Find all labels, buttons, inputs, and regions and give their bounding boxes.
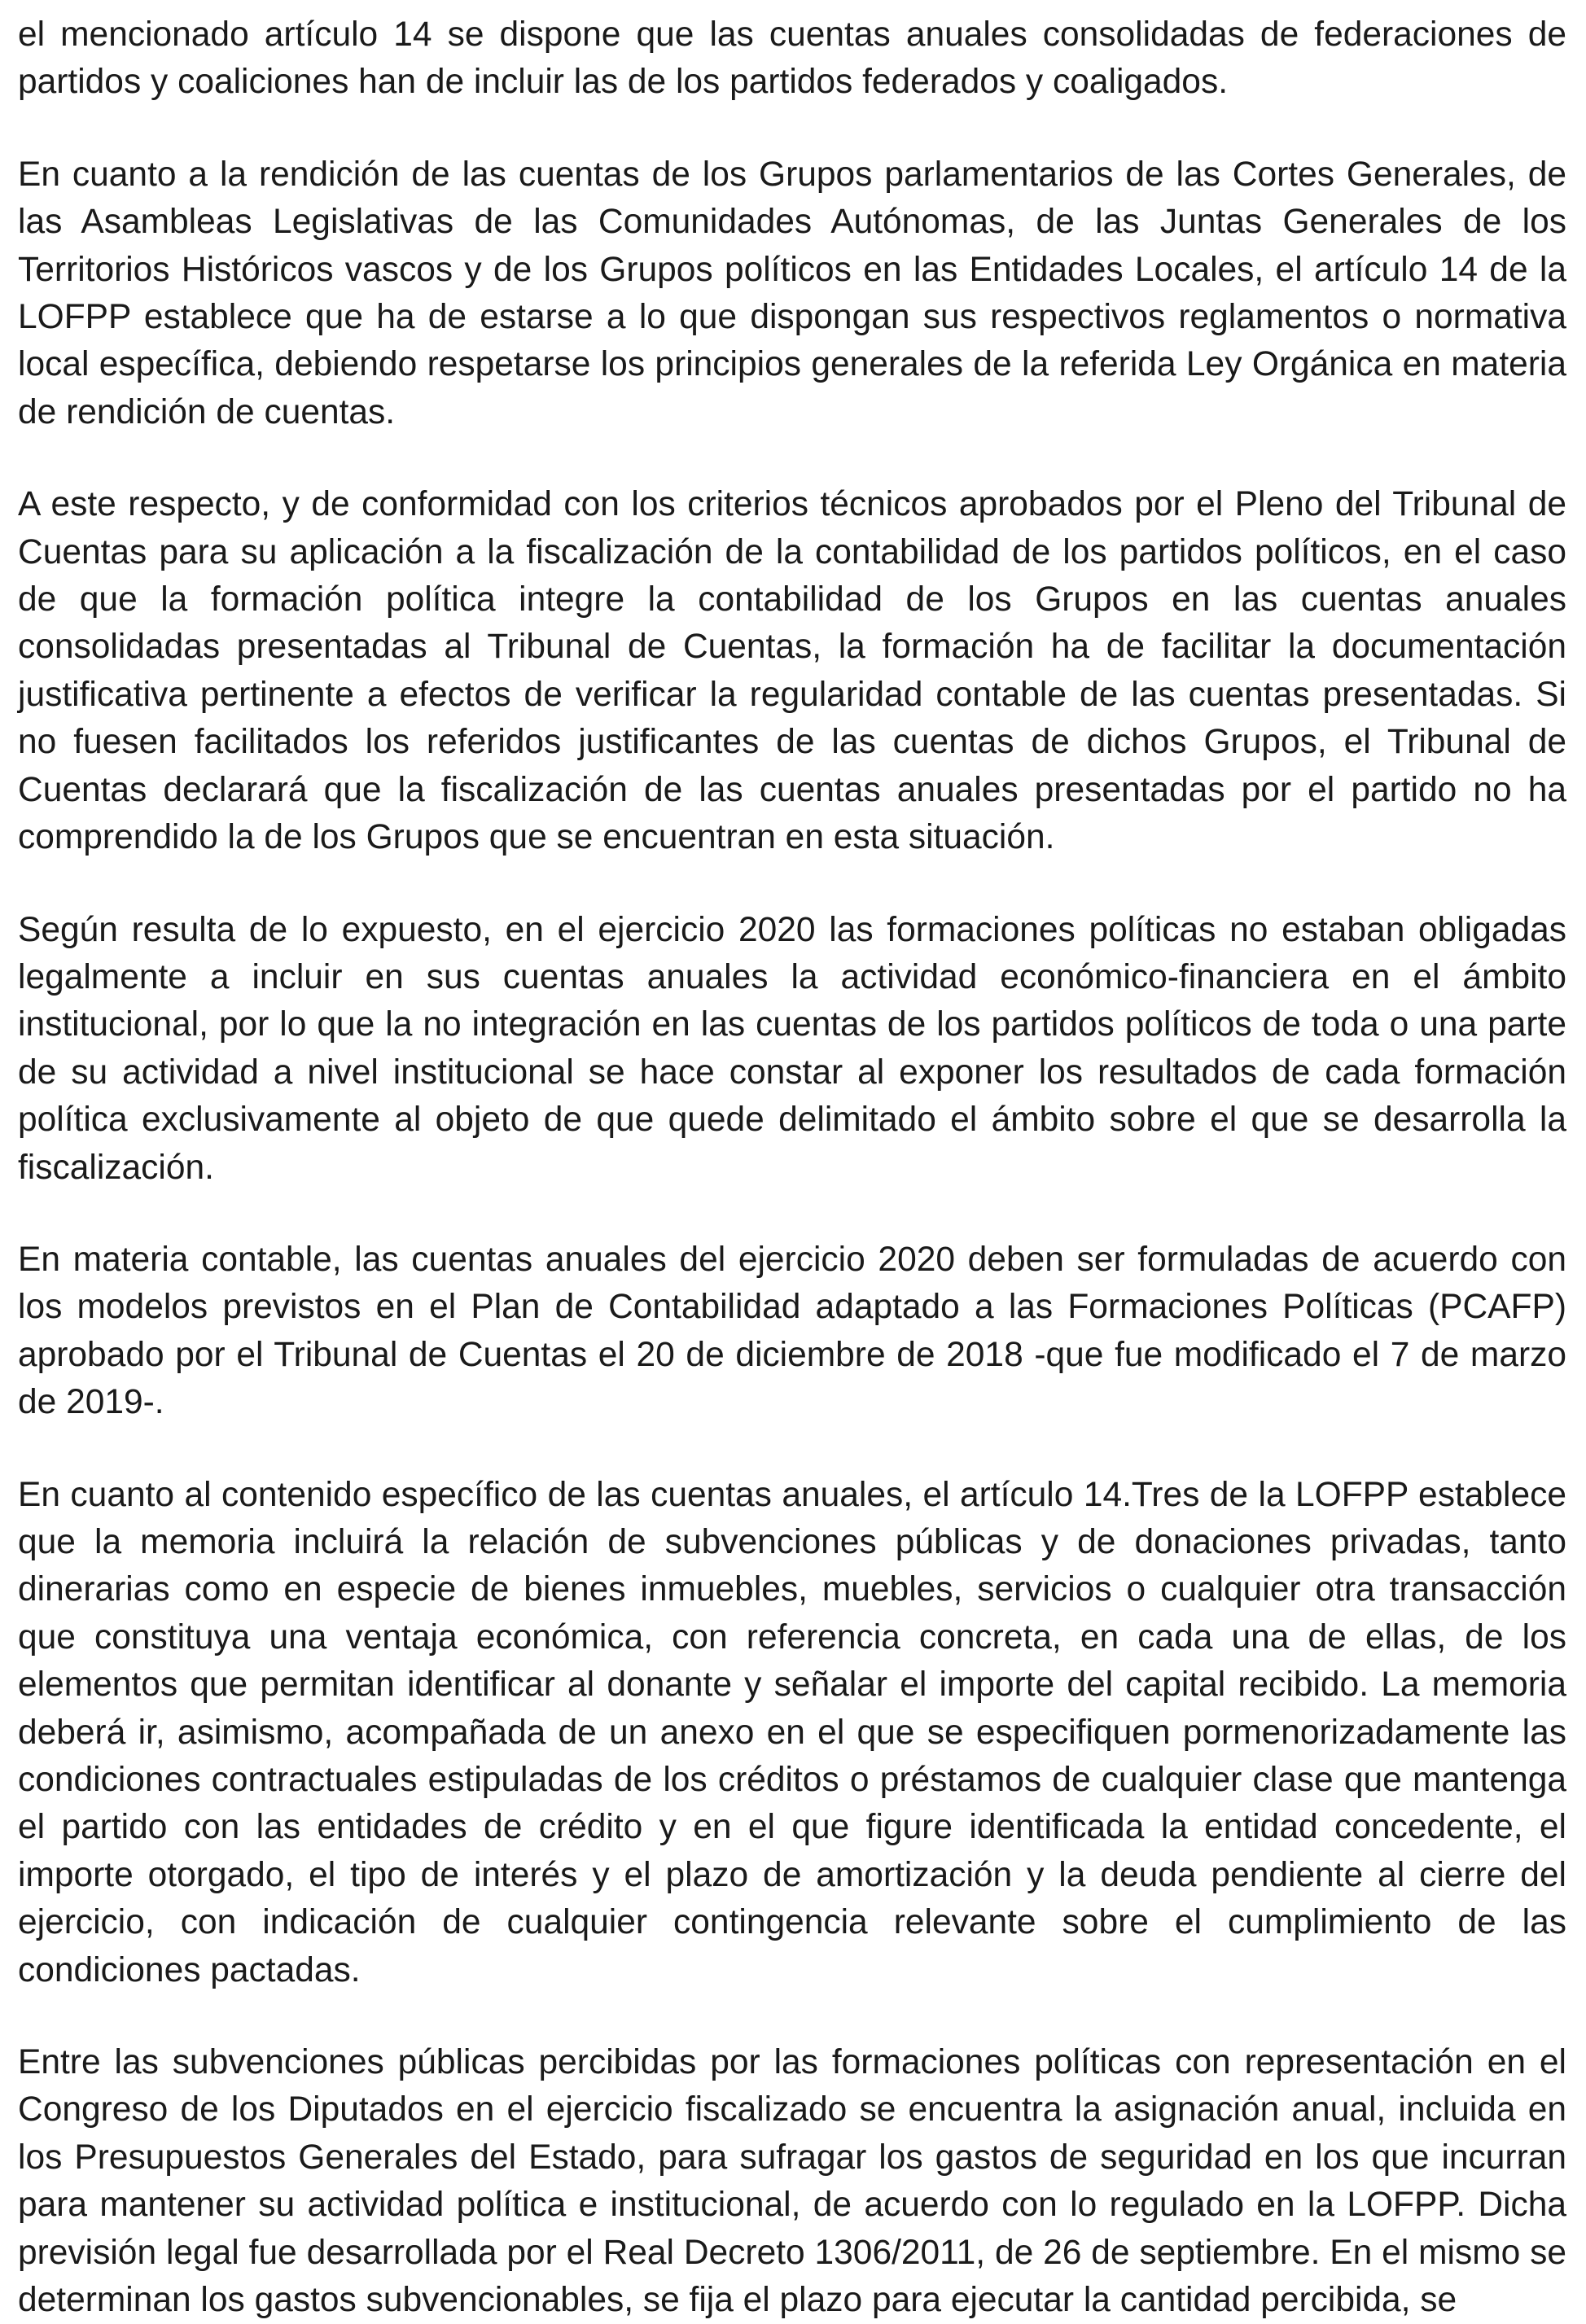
paragraph-accounting-plan: En materia contable, las cuentas anuales del ejercicio 2020 deben ser formuladas de acuerdo con los modelos previstos en el Plan de Contabilidad adaptado a las Formaciones Políticas (PCAFP) aprobado por el Tribunal de Cuentas el 20 de diciembre de 2018 -que fue modificado el 7 de marzo de 2019-. — [18, 1240, 1566, 1422]
paragraph-institutional-activity: Según resulta de lo expuesto, en el ejercicio 2020 las formaciones políticas no estaban obligadas legalmente a incluir en sus cuentas anuales la actividad económico-financiera en el ámbito institucional, por lo que la no integración en las cuentas de los partidos políticos de toda o una parte de su actividad a nivel institucional se hace constar al exponer los resultados de cada formación política exclusivamente al objeto de que quede delimitado el ámbito sobre el que se desarrolla la fiscalización. — [18, 910, 1566, 1187]
paragraph-parliamentary-groups: En cuanto a la rendición de las cuentas de los Grupos parlamentarios de las Cortes Generales, de las Asambleas Legislativas de las Comunidades Autónomas, de las Juntas Generales de los Territorios Históricos vascos y de los Grupos políticos en las Entidades Locales, el artículo 14 de la LOFPP establece que ha de estarse a lo que dispongan sus respectivos reglamentos o normativa local específica, debiendo respetarse los principios generales de la referida Ley Orgánica en materia de rendición de cuentas. — [18, 155, 1566, 431]
paragraph-consolidated-accounts: el mencionado artículo 14 se dispone que las cuentas anuales consolidadas de federaciones de partidos y coaliciones han de incluir las de los partidos federados y coaligados. — [18, 15, 1566, 102]
paragraph-security-subsidies: Entre las subvenciones públicas percibidas por las formaciones políticas con representación en el Congreso de los Diputados en el ejercicio fiscalizado se encuentra la asignación anual, incluida en los Presupuestos Generales del Estado, para sufragar los gastos de seguridad en los que incurran para mantener su actividad política e institucional, de acuerdo con lo regulado en la LOFPP. Dicha previsión legal fue desarrollada por el Real Decreto 1306/2011, de 26 de septiembre. En el mismo se determinan los gastos subvencionables, se fija el plazo para ejecutar la cantidad percibida, se — [18, 2043, 1566, 2320]
paragraph-annual-report-content: En cuanto al contenido específico de las cuentas anuales, el artículo 14.Tres de la LOFPP establece que la memoria incluirá la relación de subvenciones públicas y de donaciones privadas, tanto dinerarias como en especie de bienes inmuebles, muebles, servicios o cualquier otra transacción que constituya una ventaja económica, con referencia concreta, en cada una de ellas, de los elementos que permitan identificar al donante y señalar el importe del capital recibido. La memoria deberá ir, asimismo, acompañada de un anexo en el que se especifiquen pormenorizadamente las condiciones contractuales estipuladas de los créditos o préstamos de cualquier clase que mantenga el partido con las entidades de crédito y en el que figure identificada la entidad concedente, el importe otorgado, el tipo de interés y el plazo de amortización y la deuda pendiente al cierre del ejercicio, con indicación de cualquier contingencia relevante sobre el cumplimiento de las condiciones pactadas. — [18, 1475, 1566, 1989]
paragraph-technical-criteria: A este respecto, y de conformidad con los criterios técnicos aprobados por el Pleno del Tribunal de Cuentas para su aplicación a la fiscalización de la contabilidad de los partidos políticos, en el caso de que la formación política integre la contabilidad de los Grupos en las cuentas anuales consolidadas presentadas al Tribunal de Cuentas, la formación ha de facilitar la documentación justificativa pertinente a efectos de verificar la regularidad contable de las cuentas presentadas. Si no fuesen facilitados los referidos justificantes de las cuentas de dichos Grupos, el Tribunal de Cuentas declarará que la fiscalización de las cuentas anuales presentadas por el partido no ha comprendido la de los Grupos que se encuentran en esta situación. — [18, 485, 1566, 857]
document-page — [18, 0, 1566, 2320]
